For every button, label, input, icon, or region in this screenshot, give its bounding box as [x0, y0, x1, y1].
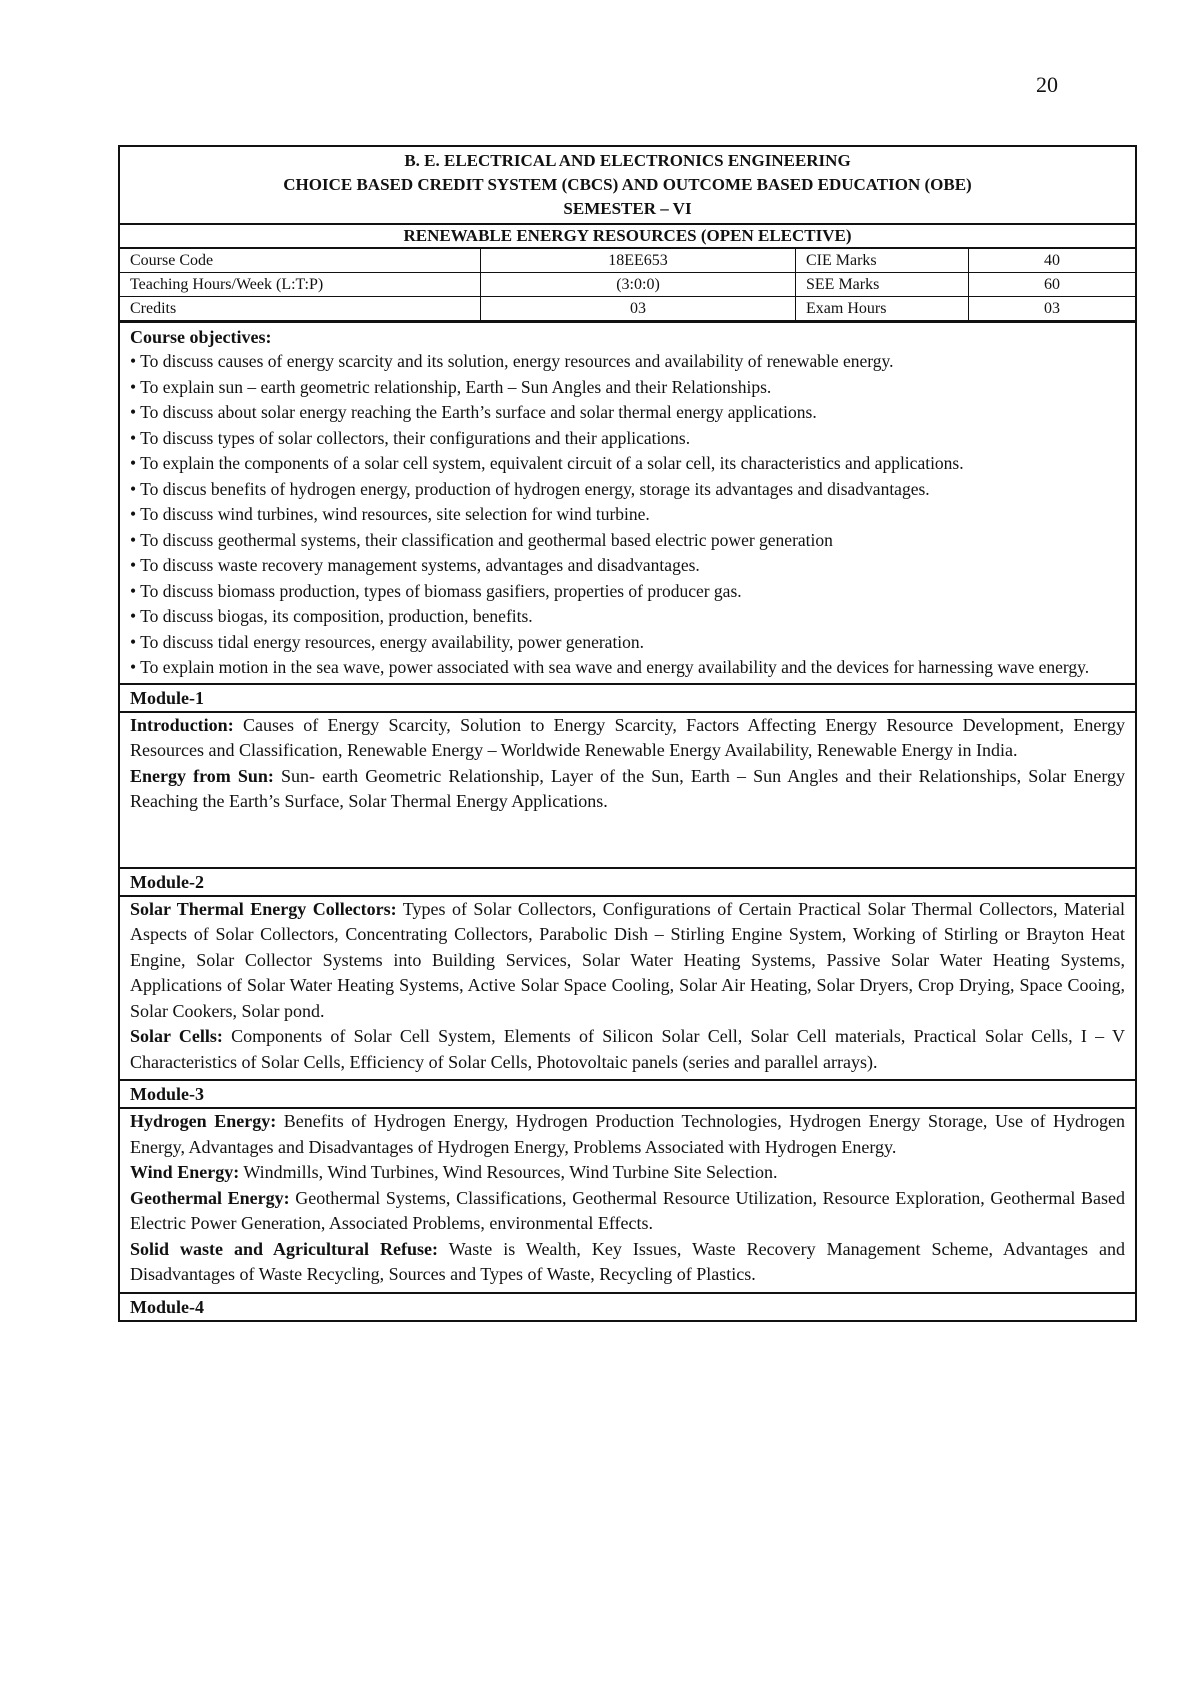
see-marks-label: SEE Marks	[796, 273, 969, 297]
course-objectives	[120, 321, 1135, 683]
course-info-table	[120, 249, 1135, 321]
module-3-content	[120, 1107, 1135, 1292]
scheme-title: CHOICE BASED CREDIT SYSTEM (CBCS) AND OUTCOME BASED EDUCATION (OBE)	[283, 175, 972, 194]
program-title: B. E. ELECTRICAL AND ELECTRONICS ENGINEERING	[404, 151, 851, 170]
objective-item: • To discuss waste recovery management systems, advantages and disadvantages.	[130, 555, 700, 575]
exam-hours-label: Exam Hours	[796, 297, 969, 321]
table-row	[120, 297, 1135, 321]
module-1-content	[120, 711, 1135, 867]
topic-text: Sun- earth Geometric Relationship, Layer of the Sun, Earth – Sun Angles and their Relationships, Solar Energy Reaching the Earth’s Surface, Solar Thermal Energy Applications.	[130, 765, 1125, 811]
semester-title: SEMESTER – VI	[563, 199, 692, 218]
topic-text: Waste is Wealth, Key Issues, Waste Recovery Management Scheme, Advantages and Disadvantages of Waste Recycling, Sources and Types of Waste, Recycling of Plastics.	[130, 1238, 1125, 1284]
topic-label: Hydrogen Energy:	[130, 1111, 277, 1131]
course-code-label: Course Code	[120, 249, 481, 273]
credits-value: 03	[481, 297, 796, 321]
topic-text: Benefits of Hydrogen Energy, Hydrogen Production Technologies, Hydrogen Energy Storage, Use of Hydrogen Energy, Advantages and Disadvantages of Hydrogen Energy, Problems Associated with Hydrogen Energy.	[130, 1111, 1125, 1157]
objective-item: • To discuss wind turbines, wind resources, site selection for wind turbine.	[130, 504, 650, 524]
objective-item: • To discuss about solar energy reaching the Earth’s surface and solar thermal energy applications.	[130, 402, 817, 422]
table-row	[120, 273, 1135, 297]
objective-item: • To explain sun – earth geometric relationship, Earth – Sun Angles and their Relationships.	[130, 376, 772, 397]
objective-item: • To discuss geothermal systems, their classification and geothermal based electric power generation	[130, 529, 833, 550]
objective-item: • To discuss types of solar collectors, their configurations and their applications.	[130, 427, 691, 448]
objective-item: • To discuss tidal energy resources, energy availability, power generation.	[130, 631, 645, 652]
exam-hours-value: 03	[969, 297, 1136, 321]
course-title: RENEWABLE ENERGY RESOURCES (OPEN ELECTIVE)	[120, 225, 1135, 249]
objective-item: • To discuss biomass production, types of biomass gasifiers, properties of producer gas.	[130, 580, 742, 601]
page-number: 20	[1036, 72, 1058, 97]
topic-label: Energy from Sun:	[130, 765, 274, 786]
topic-label: Wind Energy:	[130, 1162, 240, 1182]
teaching-hours-label: Teaching Hours/Week (L:T:P)	[120, 273, 481, 297]
topic-label: Geothermal Energy:	[130, 1187, 290, 1208]
module-2-heading: Module-2	[120, 867, 1135, 895]
module-2-content	[120, 895, 1135, 1080]
module-3-heading: Module-3	[120, 1079, 1135, 1107]
objectives-heading: Course objectives:	[130, 327, 272, 347]
topic-label: Solar Cells:	[130, 1026, 223, 1046]
cie-marks-label: CIE Marks	[796, 249, 969, 273]
cie-marks-value: 40	[969, 249, 1136, 273]
objective-item: • To discuss biogas, its composition, production, benefits.	[130, 606, 533, 626]
syllabus-table	[118, 145, 1137, 1322]
topic-text: Geothermal Systems, Classifications, Geothermal Resource Utilization, Resource Exploration, Geothermal Based Electric Power Generation, Associated Problems, environmental Effects.	[130, 1187, 1125, 1233]
course-code-value: 18EE653	[481, 249, 796, 273]
see-marks-value: 60	[969, 273, 1136, 297]
topic-text: Causes of Energy Scarcity, Solution to Energy Scarcity, Factors Affecting Energy Resource Development, Energy Resources and Classification, Renewable Energy – Worldwide Renewable Energy Availability, Renewable Energy in India.	[130, 714, 1125, 760]
objective-item: • To explain the components of a solar cell system, equivalent circuit of a solar cell, its characteristics and applications.	[130, 453, 964, 473]
topic-text: Components of Solar Cell System, Elements of Silicon Solar Cell, Solar Cell materials, Practical Solar Cells, I – V Characteristics of Solar Cells, Efficiency of Solar Cells, Photovoltaic panels (series and parallel arrays).	[130, 1026, 1125, 1072]
topic-label: Solid waste and Agricultural Refuse:	[130, 1238, 439, 1259]
topic-text: Types of Solar Collectors, Configurations of Certain Practical Solar Thermal Collectors, Material Aspects of Solar Collectors, Concentrating Collectors, Parabolic Dish – Stirling Engine System, Working of Stirling or Brayton Heat Engine, Solar Collector Systems into Building Services, Solar Water Heating Systems, Passive Solar Water Heating Systems, Applications of Solar Water Heating Systems, Active Solar Space Cooling, Solar Air Heating, Solar Dryers, Crop Drying, Space Cooing, Solar Cookers, Solar pond.	[130, 898, 1125, 1021]
credits-label: Credits	[120, 297, 481, 321]
module-4-heading: Module-4	[120, 1292, 1135, 1320]
module-1-heading: Module-1	[120, 683, 1135, 711]
program-header	[120, 147, 1135, 225]
topic-label: Solar Thermal Energy Collectors:	[130, 898, 397, 919]
topic-text: Windmills, Wind Turbines, Wind Resources, Wind Turbine Site Selection.	[239, 1162, 778, 1182]
topic-label: Introduction:	[130, 714, 234, 735]
objective-item: • To discuss causes of energy scarcity and its solution, energy resources and availability of renewable energy.	[130, 351, 894, 371]
objective-item: • To discus benefits of hydrogen energy, production of hydrogen energy, storage its advantages and disadvantages.	[130, 478, 930, 499]
teaching-hours-value: (3:0:0)	[481, 273, 796, 297]
table-row	[120, 249, 1135, 273]
objective-item: • To explain motion in the sea wave, power associated with sea wave and energy availability and the devices for harnessing wave energy.	[130, 657, 1090, 677]
